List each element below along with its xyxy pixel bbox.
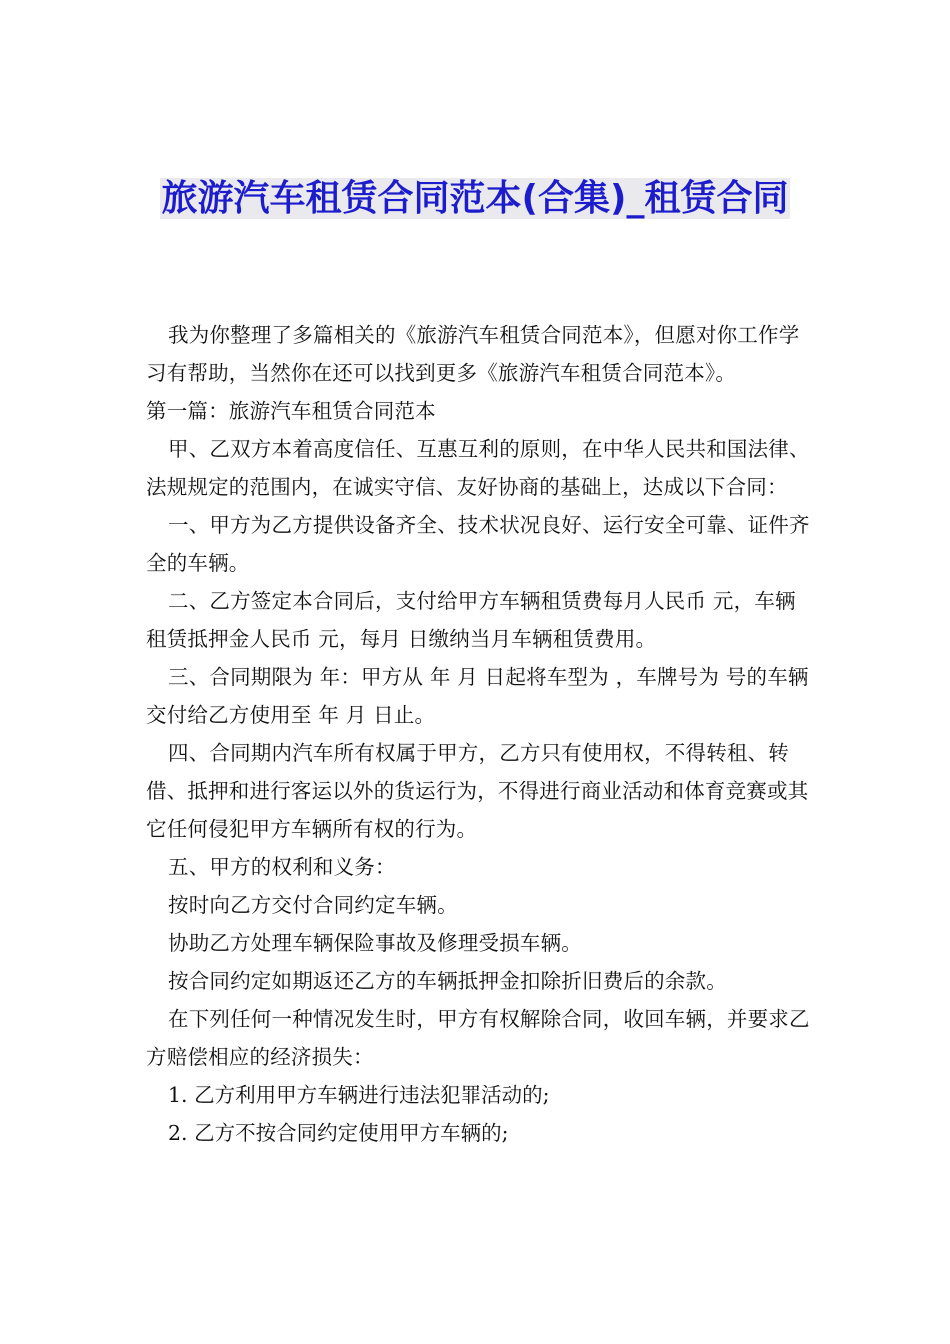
section-heading: 第一篇：旅游汽车租赁合同范本 — [146, 399, 436, 423]
document-title-text: 旅游汽车租赁合同范本(合集)_租赁合同 — [161, 178, 789, 219]
clause-1: 一、甲方为乙方提供设备齐全、技术状况良好、运行安全可靠、证件齐全的车辆。 — [146, 513, 810, 575]
clause-4: 四、合同期内汽车所有权属于甲方，乙方只有使用权，不得转租、转借、抵押和进行客运以外的货运行为，不得进行商业活动和体育竞赛或其它任何侵犯甲方车辆所有权的行为。 — [146, 741, 809, 841]
clause-2: 二、乙方签定本合同后，支付给甲方车辆租赁费每月人民币 元，车辆租赁抵押金人民币 元，每月 日缴纳当月车辆租赁费用。 — [146, 589, 796, 651]
intro-paragraph: 我为你整理了多篇相关的《旅游汽车租赁合同范本》，但愿对你工作学习有帮助，当然你在还可以找到更多《旅游汽车租赁合同范本》。 — [146, 323, 800, 385]
document-body — [146, 316, 810, 1152]
termination-paragraph: 在下列任何一种情况发生时，甲方有权解除合同，收回车辆，并要求乙方赔偿相应的经济损失： — [146, 1007, 810, 1069]
title-container — [0, 174, 950, 224]
clause-5-duty-1: 按时向乙方交付合同约定车辆。 — [168, 893, 458, 917]
paragraph-preamble: 甲、乙双方本着高度信任、互惠互利的原则，在中华人民共和国法律、法规规定的范围内，在诚实守信、友好协商的基础上，达成以下合同： — [146, 437, 810, 499]
document-title — [160, 174, 791, 224]
list-item: 2. 乙方不按合同约定使用甲方车辆的; — [168, 1121, 509, 1145]
list-item: 1. 乙方利用甲方车辆进行违法犯罪活动的; — [168, 1083, 550, 1107]
clause-5-heading: 五、甲方的权利和义务： — [168, 855, 396, 879]
clause-5-duty-3: 按合同约定如期返还乙方的车辆抵押金扣除折旧费后的余款。 — [168, 969, 727, 993]
clause-3: 三、合同期限为 年：甲方从 年 月 日起将车型为 ，车牌号为 号的车辆交付给乙方使用至 年 月 日止。 — [146, 665, 809, 727]
clause-5-duty-2: 协助乙方处理车辆保险事故及修理受损车辆。 — [168, 931, 582, 955]
